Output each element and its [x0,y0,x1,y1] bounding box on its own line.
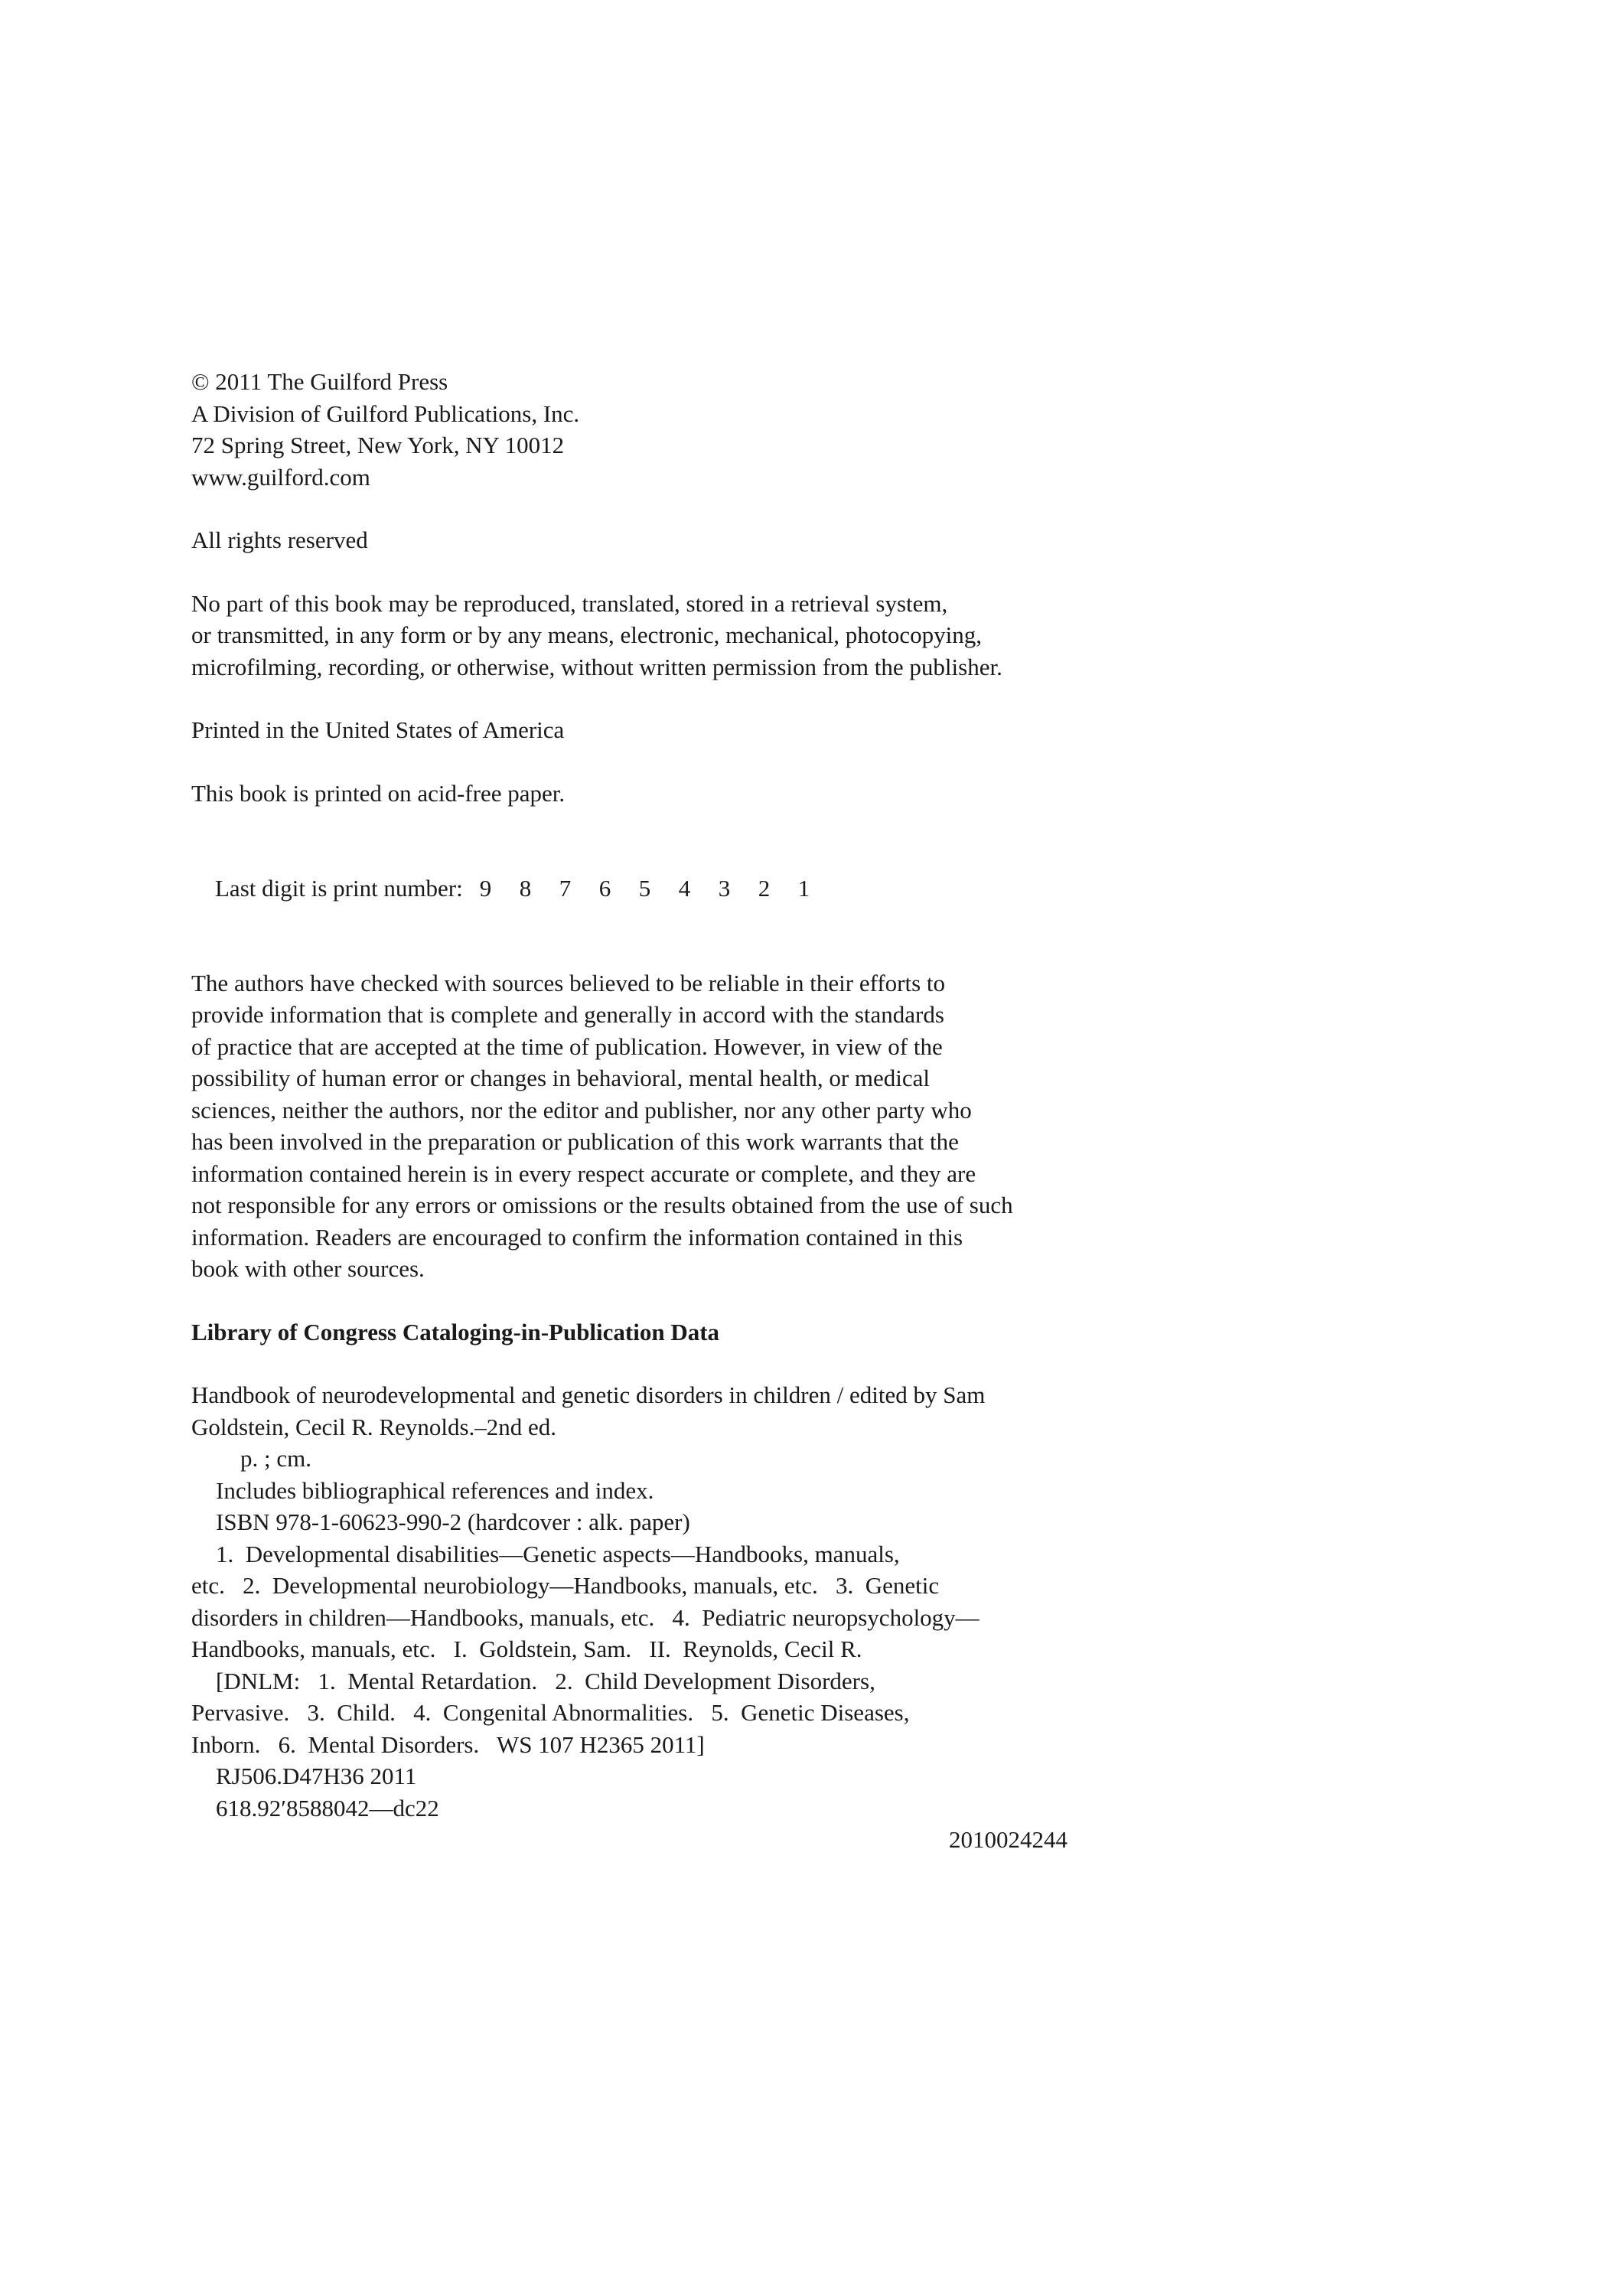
cip-dewey: 618.92′8588042—dc22 [216,1794,439,1821]
cip-subject-line: 1. Developmental disabilities—Genetic aspects—Handbooks, manuals, [216,1540,900,1567]
disclaimer-line: not responsible for any errors or omissions or the results obtained from the use of such [191,1192,1013,1218]
cip-lccn: 2010024244 [949,1826,1068,1853]
cip-subject-line: Handbooks, manuals, etc. I. Goldstein, Sam. II. Reynolds, Cecil R. [191,1636,862,1662]
print-digit: 2 [758,874,771,902]
cip-title-line: Goldstein, Cecil R. Reynolds.–2nd ed. [191,1413,557,1440]
publisher-division: A Division of Guilford Publications, Inc. [191,400,580,427]
cip-dnlm-line: Inborn. 6. Mental Disorders. WS 107 H2365 2011] [191,1730,705,1758]
print-digit: 5 [638,874,651,902]
cip-dnlm-line: [DNLM: 1. Mental Retardation. 2. Child Development Disorders, [216,1667,875,1694]
print-digit: 4 [678,874,691,902]
print-digit: 1 [797,874,810,902]
rights-reserved: All rights reserved [191,527,368,553]
publisher-address: 72 Spring Street, New York, NY 10012 [191,432,565,458]
publisher-website: www.guilford.com [191,463,370,491]
print-digit: 9 [479,874,492,902]
copyright-page [191,366,1431,1856]
print-digit: 3 [718,874,731,902]
disclaimer-line: The authors have checked with sources believed to be reliable in their efforts to [191,969,946,996]
printed-in: Printed in the United States of America [191,716,565,743]
cip-dnlm-line: Pervasive. 3. Child. 4. Congenital Abnormalities. 5. Genetic Diseases, [191,1699,910,1726]
print-number-label: Last digit is print number: [215,874,463,902]
cip-data [191,1316,1431,1856]
reproduction-notice [191,588,1431,683]
cip-heading: Library of Congress Cataloging-in-Publication Data [191,1318,720,1345]
disclaimer-line: information. Readers are encouraged to confirm the information contained in this [191,1223,963,1251]
print-digits [463,875,838,902]
cip-subject-line: disorders in children—Handbooks, manuals, etc. 4. Pediatric neuropsychology— [191,1603,980,1631]
disclaimer-line: provide information that is complete and generally in accord with the standards [191,1001,944,1028]
paper-note: This book is printed on acid-free paper. [191,779,566,807]
print-number-line [191,840,1431,936]
cip-title-line: Handbook of neurodevelopmental and genetic disorders in children / edited by Sam [191,1381,986,1408]
cip-bibliography: Includes bibliographical references and index. [216,1476,654,1504]
disclaimer-line: possibility of human error or changes in behavioral, mental health, or medical [191,1065,931,1091]
print-digit: 7 [559,874,572,902]
reproduction-line: microfilming, recording, or otherwise, without written permission from the publisher. [191,653,1002,680]
disclaimer-line: of practice that are accepted at the time of publication. However, in view of the [191,1032,943,1060]
reproduction-line: or transmitted, in any form or by any means, electronic, mechanical, photocopying, [191,621,983,648]
publisher-block [191,366,1431,493]
print-digit: 6 [598,874,611,902]
print-digit: 8 [519,874,532,902]
cip-physical: p. ; cm. [240,1445,311,1472]
disclaimer-line: information contained herein is in every respect accurate or complete, and they are [191,1159,976,1187]
disclaimer-line: sciences, neither the authors, nor the editor and publisher, nor any other party who [191,1096,972,1124]
disclaimer-line: book with other sources. [191,1255,425,1282]
copyright-line: © 2011 The Guilford Press [191,368,448,395]
disclaimer-line: has been involved in the preparation or publication of this work warrants that the [191,1128,959,1155]
cip-subject-line: etc. 2. Developmental neurobiology—Handbooks, manuals, etc. 3. Genetic [191,1572,940,1599]
disclaimer [191,967,1431,1285]
cip-lc-class: RJ506.D47H36 2011 [216,1763,417,1789]
reproduction-line: No part of this book may be reproduced, translated, stored in a retrieval system, [191,589,948,617]
cip-isbn: ISBN 978-1-60623-990-2 (hardcover : alk. paper) [216,1508,690,1535]
